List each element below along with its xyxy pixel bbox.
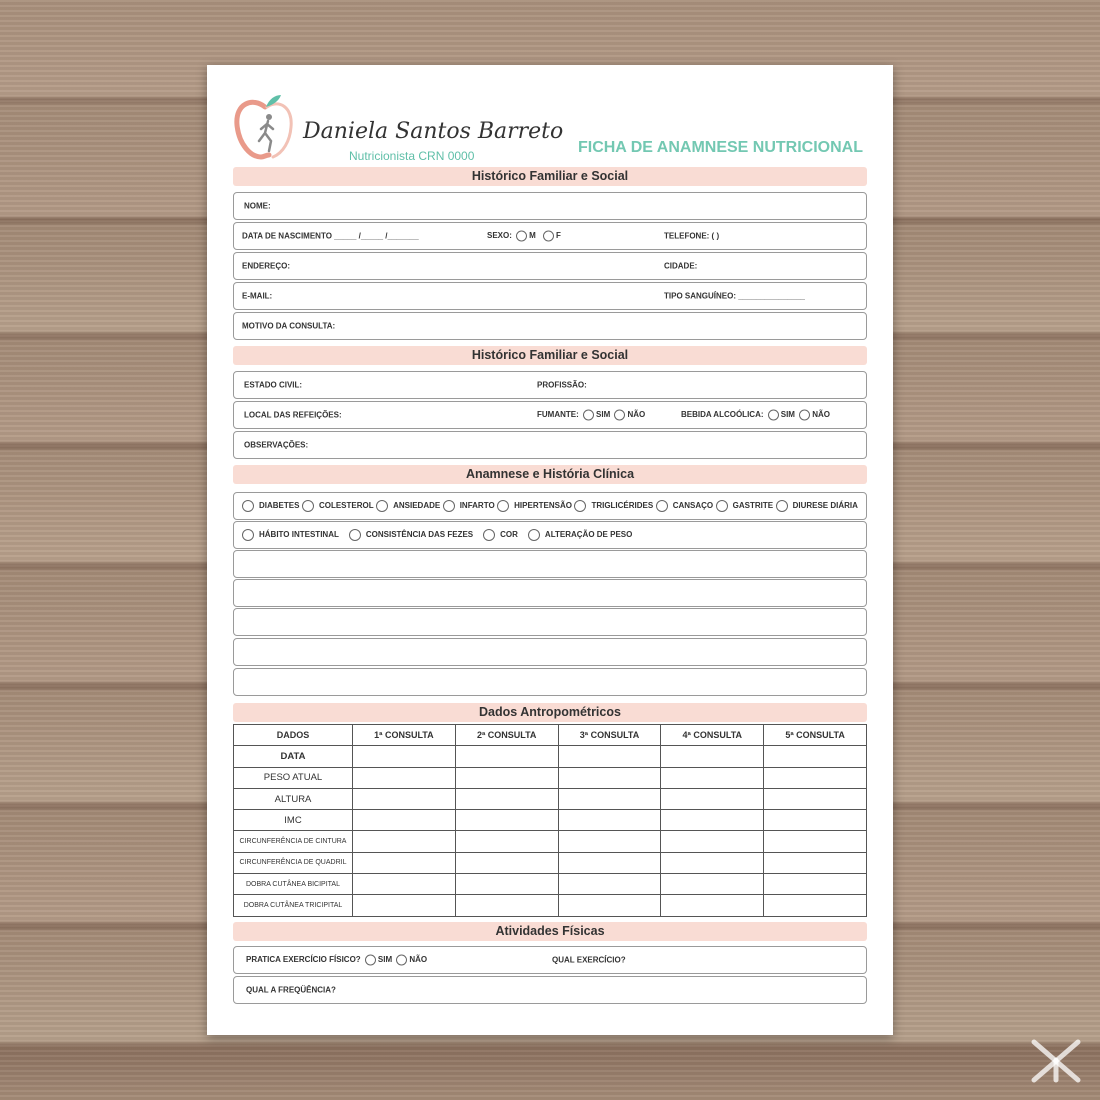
row-nome[interactable] (233, 192, 867, 220)
radio-icon[interactable] (302, 500, 314, 512)
col-header-consulta-5: 5ª CONSULTA (764, 725, 867, 746)
radio-icon[interactable] (376, 500, 388, 512)
label-qual-exercicio: QUAL EXERCÍCIO? (552, 955, 626, 965)
condition-label: COR (500, 530, 518, 540)
apple-runner-logo (233, 91, 297, 163)
condition-label: DIURESE DIÁRIA (792, 501, 858, 511)
condition-label: COLESTEROL (318, 501, 374, 511)
col-header-consulta-3: 3ª CONSULTA (558, 725, 661, 746)
table-cell[interactable] (661, 767, 764, 788)
section-title-clinical-history: Anamnese e História Clínica (233, 465, 867, 484)
label-tipo-sanguineo: TIPO SANGUÍNEO: _______________ (664, 291, 805, 301)
radio-fumante-nao[interactable] (614, 410, 625, 421)
form-title: FICHA DE ANAMNESE NUTRICIONAL (577, 139, 863, 156)
row-motivo-consulta[interactable] (233, 312, 867, 340)
condition-habito-intestinal[interactable] (242, 529, 339, 541)
table-cell[interactable] (558, 746, 661, 767)
table-cell[interactable] (455, 767, 558, 788)
label-bebida-sim: SIM (780, 410, 795, 420)
radio-exercicio-nao[interactable] (396, 955, 407, 966)
row-header-dobra-bicipital: DOBRA CUTÂNEA BICIPITAL (234, 874, 353, 895)
condition-label: DIABETES (259, 501, 300, 511)
table-row (234, 852, 867, 873)
label-cidade: CIDADE: (664, 261, 698, 271)
radio-icon[interactable] (574, 500, 586, 512)
col-header-consulta-4: 4ª CONSULTA (661, 725, 764, 746)
exercicio-group (246, 955, 427, 966)
col-header-consulta-1: 1ª CONSULTA (353, 725, 456, 746)
nutritionist-registration: Nutricionista CRN 0000 (349, 149, 475, 163)
condition-label: TRIGLICÉRIDES (591, 501, 654, 511)
table-cell[interactable] (455, 874, 558, 895)
condition-label: INFARTO (459, 501, 495, 511)
section-title-physical-activity: Atividades Físicas (233, 922, 867, 941)
table-cell[interactable] (558, 788, 661, 809)
table-cell[interactable] (353, 874, 456, 895)
condition-colesterol[interactable] (302, 500, 374, 512)
condition-diurese-diaria[interactable] (776, 500, 858, 512)
row-header-dobra-tricipital: DOBRA CUTÂNEA TRICIPITAL (234, 895, 353, 916)
label-data-nascimento: DATA DE NASCIMENTO _____ /_____ /_______ (242, 231, 419, 241)
condition-cor[interactable] (483, 529, 518, 541)
radio-icon[interactable] (656, 500, 668, 512)
table-cell[interactable] (558, 852, 661, 873)
row-header-circ-cintura: CIRCUNFERÊNCIA DE CINTURA (234, 831, 353, 852)
label-fumante-sim: SIM (596, 410, 611, 420)
anamnesis-form-sheet (207, 65, 893, 1035)
condition-diabetes[interactable] (242, 500, 299, 512)
radio-icon[interactable] (716, 500, 728, 512)
label-sexo-m: M (529, 231, 536, 241)
condition-label: HIPERTENSÃO (514, 501, 572, 511)
table-cell[interactable] (353, 810, 456, 831)
radio-icon[interactable] (242, 500, 254, 512)
condition-triglicerides[interactable] (574, 500, 653, 512)
label-bebida-alcoolica: BEBIDA ALCOÓLICA: (681, 410, 764, 420)
row-header-data: DATA (234, 746, 353, 767)
label-email: E-MAIL: (242, 291, 273, 301)
anthropometric-table (233, 724, 867, 917)
table-cell[interactable] (764, 746, 867, 767)
condition-gastrite[interactable] (716, 500, 773, 512)
table-row (234, 788, 867, 809)
condition-label: CANSAÇO (672, 501, 714, 511)
condition-label: ANSIEDADE (393, 501, 441, 511)
row-conditions-1 (233, 492, 867, 520)
table-cell[interactable] (455, 895, 558, 916)
notes-line-1[interactable] (233, 550, 867, 578)
table-cell[interactable] (764, 831, 867, 852)
row-header-imc: IMC (234, 810, 353, 831)
notes-line-4[interactable] (233, 638, 867, 666)
row-email-tipo-sanguineo[interactable] (233, 282, 867, 310)
table-row (234, 831, 867, 852)
table-cell[interactable] (558, 895, 661, 916)
col-header-consulta-2: 2ª CONSULTA (455, 725, 558, 746)
radio-bebida-sim[interactable] (768, 410, 779, 421)
table-cell[interactable] (661, 831, 764, 852)
radio-icon[interactable] (497, 500, 509, 512)
table-row (234, 810, 867, 831)
label-bebida-nao: NÃO (812, 410, 830, 420)
table-row (234, 767, 867, 788)
table-cell[interactable] (661, 895, 764, 916)
radio-icon[interactable] (349, 529, 361, 541)
table-row (234, 746, 867, 767)
condition-hipertensao[interactable] (497, 500, 572, 512)
table-cell[interactable] (353, 895, 456, 916)
radio-icon[interactable] (443, 500, 455, 512)
label-profissao: PROFISSÃO: (537, 380, 587, 390)
table-cell[interactable] (455, 852, 558, 873)
row-header-altura: ALTURA (234, 788, 353, 809)
condition-cansaco[interactable] (656, 500, 713, 512)
radio-icon[interactable] (528, 529, 540, 541)
row-frequencia[interactable] (233, 976, 867, 1004)
label-estado-civil: ESTADO CIVIL: (244, 380, 303, 390)
nutritionist-name: Daniela Santos Barreto (303, 119, 564, 144)
fumante-group (537, 410, 645, 421)
condition-label: CONSISTÊNCIA DAS FEZES (365, 530, 474, 540)
row-estado-civil-profissao[interactable] (233, 371, 867, 399)
label-pratica-exercicio: PRATICA EXERCÍCIO FÍSICO? (246, 955, 361, 965)
table-cell[interactable] (661, 874, 764, 895)
table-cell[interactable] (764, 810, 867, 831)
radio-icon[interactable] (483, 529, 495, 541)
radio-icon[interactable] (776, 500, 788, 512)
radio-fumante-sim[interactable] (583, 410, 594, 421)
table-cell[interactable] (353, 852, 456, 873)
table-cell[interactable] (558, 874, 661, 895)
conditions-list-1 (242, 500, 858, 512)
row-header-peso-atual: PESO ATUAL (234, 767, 353, 788)
table-row (234, 895, 867, 916)
radio-sexo-f[interactable] (543, 231, 554, 242)
table-cell[interactable] (353, 746, 456, 767)
condition-consistencia-fezes[interactable] (349, 529, 473, 541)
notes-line-5[interactable] (233, 668, 867, 696)
row-conditions-2 (233, 521, 867, 549)
bebida-group (681, 410, 830, 421)
condition-infarto[interactable] (443, 500, 495, 512)
table-cell[interactable] (661, 746, 764, 767)
radio-icon[interactable] (242, 529, 254, 541)
label-endereco: ENDEREÇO: (242, 261, 291, 271)
notes-line-3[interactable] (233, 608, 867, 636)
table-cell[interactable] (455, 746, 558, 767)
table-cell[interactable] (455, 831, 558, 852)
label-frequencia: QUAL A FREQÜÊNCIA? (246, 985, 336, 995)
condition-alteracao-peso[interactable] (528, 529, 632, 541)
notes-line-2[interactable] (233, 579, 867, 607)
label-sexo: SEXO: (487, 231, 512, 241)
table-row (234, 874, 867, 895)
label-observacoes: OBSERVAÇÕES: (244, 440, 309, 450)
radio-sexo-m[interactable] (516, 231, 527, 242)
label-sexo-f: F (556, 231, 561, 241)
condition-label: GASTRITE (732, 501, 774, 511)
conditions-list-2 (242, 529, 858, 541)
table-cell[interactable] (764, 767, 867, 788)
watermark-icon (1028, 1038, 1084, 1084)
row-pratica-exercicio[interactable] (233, 946, 867, 974)
label-exercicio-nao: NÃO (409, 955, 428, 965)
label-telefone: TELEFONE: ( ) (664, 231, 720, 241)
label-local-refeicoes: LOCAL DAS REFEIÇÕES: (244, 410, 342, 420)
condition-ansiedade[interactable] (376, 500, 440, 512)
table-cell[interactable] (764, 874, 867, 895)
col-header-dados: DADOS (234, 725, 353, 746)
condition-label: HÁBITO INTESTINAL (259, 530, 339, 540)
table-header-row (234, 725, 867, 746)
section-title-anthropometric: Dados Antropométricos (233, 703, 867, 722)
table-cell[interactable] (558, 810, 661, 831)
condition-label: ALTERAÇÃO DE PESO (544, 530, 633, 540)
table-cell[interactable] (558, 767, 661, 788)
section-title-family-social: Histórico Familiar e Social (233, 167, 867, 186)
table-cell[interactable] (661, 852, 764, 873)
table-cell[interactable] (558, 831, 661, 852)
label-motivo-consulta: MOTIVO DA CONSULTA: (242, 321, 336, 331)
table-cell[interactable] (353, 788, 456, 809)
radio-exercicio-sim[interactable] (365, 955, 376, 966)
row-nascimento-sexo-telefone[interactable] (233, 222, 867, 250)
label-nome: NOME: (244, 201, 271, 211)
label-fumante: FUMANTE: (537, 410, 579, 420)
table-cell[interactable] (353, 767, 456, 788)
table-cell[interactable] (661, 788, 764, 809)
row-observacoes[interactable] (233, 431, 867, 459)
table-cell[interactable] (661, 810, 764, 831)
table-cell[interactable] (764, 852, 867, 873)
label-exercicio-sim: SIM (377, 955, 393, 965)
row-header-circ-quadril: CIRCUNFERÊNCIA DE QUADRIL (234, 852, 353, 873)
table-cell[interactable] (353, 831, 456, 852)
section-title-family-social-2: Histórico Familiar e Social (233, 346, 867, 365)
row-endereco-cidade[interactable] (233, 252, 867, 280)
table-cell[interactable] (455, 810, 558, 831)
sexo-group (487, 231, 561, 242)
label-fumante-nao: NÃO (627, 410, 646, 420)
table-cell[interactable] (764, 788, 867, 809)
table-cell[interactable] (764, 895, 867, 916)
table-cell[interactable] (455, 788, 558, 809)
row-refeicoes-fumante-bebida[interactable] (233, 401, 867, 429)
radio-bebida-nao[interactable] (799, 410, 810, 421)
